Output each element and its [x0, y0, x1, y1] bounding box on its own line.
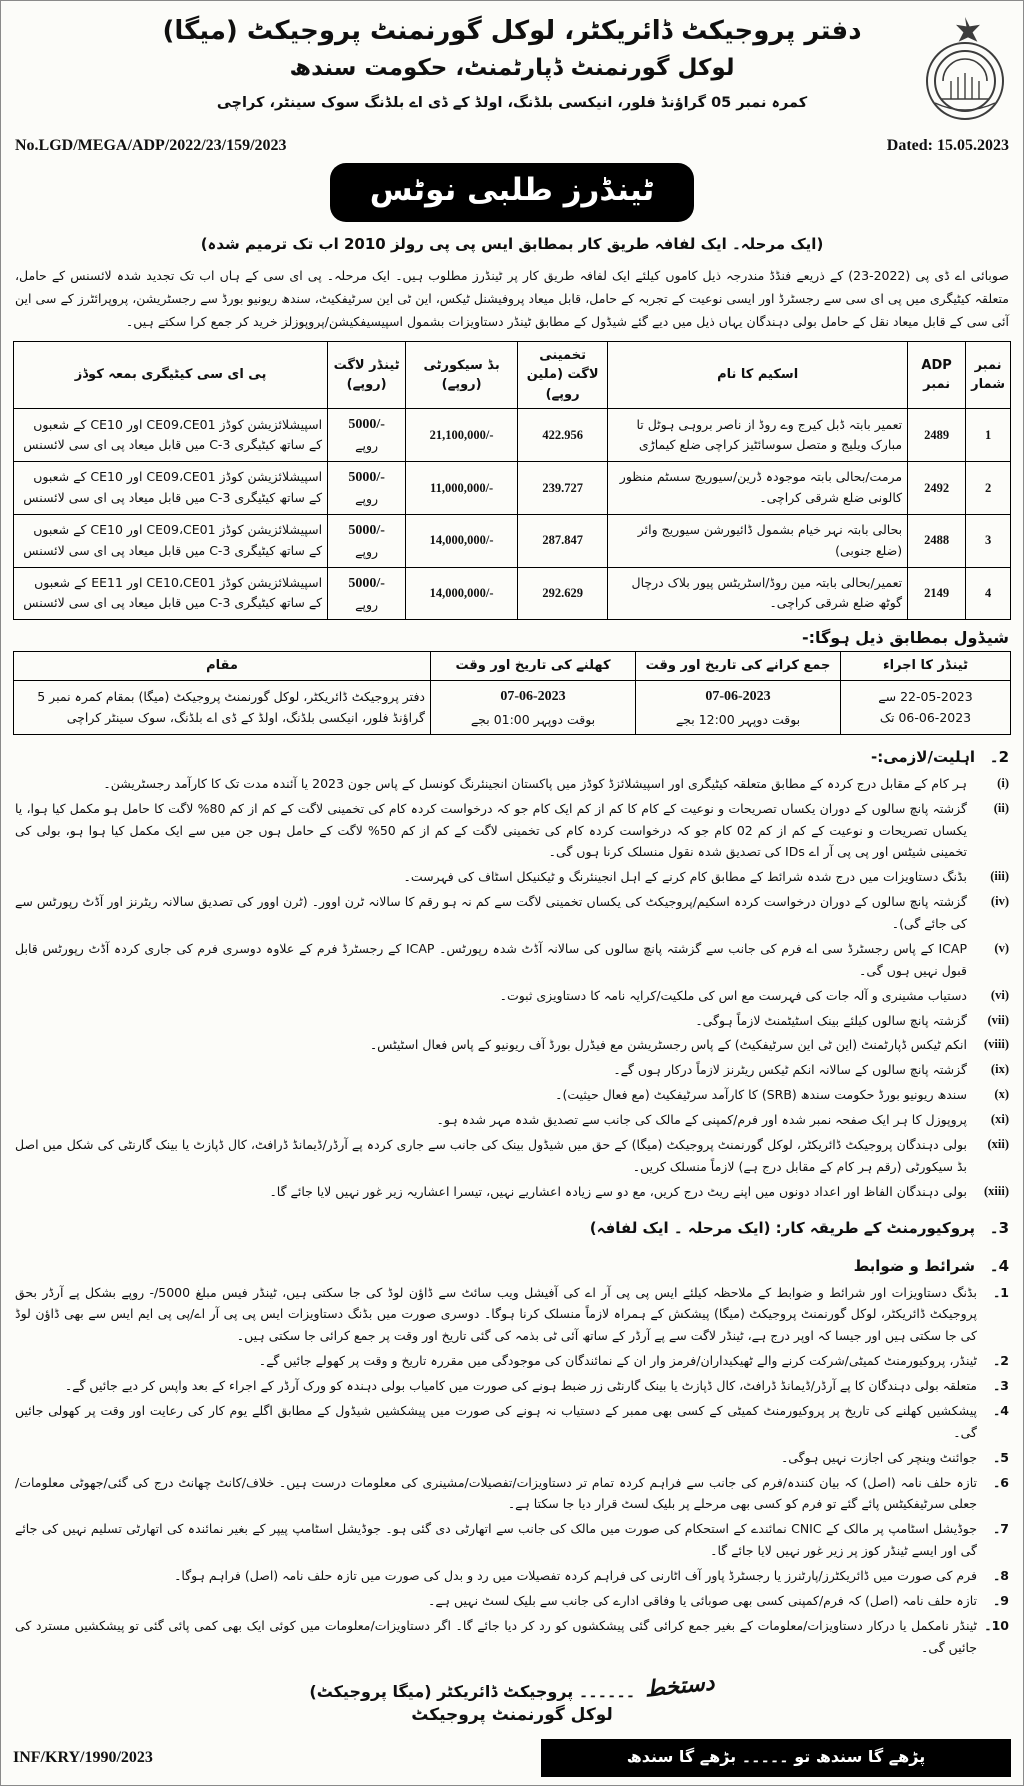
eligibility-item: [15, 891, 1009, 935]
adp-cell: 2492: [908, 462, 966, 515]
section-label: شرائط و ضوابط: [853, 1256, 975, 1275]
tender-row: [14, 514, 1011, 567]
section-label: پروکیورمنٹ کے طریقہ کار: (ایک مرحلہ ۔ ایک لفافہ): [589, 1218, 975, 1237]
bottom-row: [13, 1731, 1011, 1777]
item-marker: 8۔: [992, 1568, 1009, 1584]
slogan-banner: پڑھے گا سندھ تو ۔۔۔۔۔ بڑھے گا سندھ: [541, 1739, 1011, 1777]
signature-block: [13, 1669, 1011, 1725]
col-bid-security: بڈ سیکورٹی (روپے): [406, 341, 518, 409]
tender-row: [14, 462, 1011, 515]
signature-scrawl: دستخط: [643, 1669, 716, 1703]
tender-fee-cell: [328, 514, 406, 567]
eligibility-item: [15, 798, 1009, 864]
eligibility-item: [15, 1109, 1009, 1131]
issue-to: 06-06-2023 تک: [879, 710, 972, 726]
pec-category-cell: اسپیشلائزیشن کوڈز CE09،CE01 اور CE10 کے شعبوں کے ساتھ کیٹیگری C-3 میں قابل میعاد پی ای سی لائسنس: [14, 409, 328, 462]
schedule-heading: شیڈول بمطابق ذیل ہوگا:-: [801, 628, 1009, 648]
notice-header: [13, 11, 1011, 127]
item-marker: 5۔: [992, 1449, 1009, 1465]
tender-row: [14, 567, 1011, 620]
terms-item: [15, 1518, 1009, 1562]
item-marker: 7۔: [992, 1521, 1009, 1537]
item-marker: (vii): [987, 1012, 1009, 1027]
section-number: 3۔: [989, 1218, 1009, 1237]
eligibility-item: [15, 1059, 1009, 1081]
item-marker: 10۔: [984, 1617, 1009, 1633]
tender-fee-amount: 5000/-: [348, 522, 385, 538]
adp-cell: 2149: [908, 567, 966, 620]
pec-category-cell: اسپیشلائزیشن کوڈز CE10،CE01 اور EE11 کے شعبوں کے ساتھ کیٹیگری C-3 میں قابل میعاد پی ای سی لائسنس: [14, 567, 328, 620]
item-text: گزشتہ پانچ سالوں کے دوران درخواست کردہ اسکیم/پروجیکٹ کی یکساں تخمینی لاگت سے کم نہ ہو رقم کا سالانہ ٹرن اوور۔ (ٹرن اوور کی تصدیق سالانہ ریٹرنز اور آڈٹ رپورٹس سے کی جائے گی)۔: [15, 894, 967, 932]
estimated-cost-cell: 292.629: [518, 567, 608, 620]
tender-table-header-row: [14, 341, 1011, 409]
bid-security-cell: 11,000,000/-: [406, 462, 518, 515]
item-text: بولی دہندگان پروجیکٹ ڈائریکٹر، لوکل گورنمنٹ پروجیکٹ (میگا) کے حق میں شیڈول بینک کی جانب سے جاری کردہ پے آرڈر/ڈیمانڈ ڈرافٹ، کال ڈپازٹ یا بینک گارنٹی کی شکل میں اصل بڈ سیکورٹی (رقم ہر کام کے مقابل درج ہے) لازماً منسلک کریں۔: [15, 1136, 967, 1174]
signature-dots: ۔۔۔۔۔۔: [578, 1681, 636, 1701]
item-marker: (vi): [990, 987, 1009, 1002]
estimated-cost-cell: 239.727: [518, 462, 608, 515]
item-marker: (xi): [990, 1112, 1009, 1127]
inf-number: INF/KRY/1990/2023: [13, 1748, 153, 1766]
item-marker: (i): [997, 775, 1009, 790]
scheme-name-cell: تعمیر بابتہ ڈبل کیرج وے روڈ از ناصر بروہی ہوٹل تا مبارک ویلیج و متصل سوسائٹیز کراچی ضلع کیماڑی: [608, 409, 908, 462]
notice-date: Dated: 15.05.2023: [886, 137, 1009, 154]
tender-fee-unit: روپے: [355, 596, 379, 612]
col-pec-category: پی ای سی کیٹیگری بمعہ کوڈز: [14, 341, 328, 409]
terms-heading: [15, 1254, 1009, 1278]
item-text: انکم ٹیکس ڈپارٹمنٹ (این ٹی این سرٹیفکیٹ) کے پاس رجسٹریشن مع فیڈرل بورڈ آف ریونیو کے پاس فعال اسٹیٹس۔: [369, 1037, 967, 1053]
item-text: دستیاب مشینری و آلہ جات کی فہرست مع اس کی ملکیت/کرایہ نامہ کا دستاویزی ثبوت۔: [499, 987, 967, 1003]
item-marker: 9۔: [992, 1592, 1009, 1608]
bid-security-cell: 14,000,000/-: [406, 514, 518, 567]
terms-item: [15, 1472, 1009, 1516]
procurement-heading: [15, 1216, 1009, 1240]
serial-cell: 2: [966, 462, 1011, 515]
submission-time: بوقت دوپہر 12:00 بجے: [675, 711, 801, 727]
tender-row: [14, 409, 1011, 462]
issue-from: 22-05-2023 سے: [878, 689, 973, 705]
col-tender-issue: ٹینڈر کا اجراء: [841, 652, 1011, 681]
item-marker: (ix): [990, 1062, 1009, 1077]
schedule-table: [13, 651, 1011, 735]
terms-item: [15, 1615, 1009, 1659]
item-text: جوڈیشل اسٹامپ پر مالک کے CNIC نمائندے کے استحکام کی صورت میں مالک کی جانب سے اتھارٹی دی گئی ہو۔ جوڈیشل اسٹامپ پیپر کے بغیر نمائندہ کی اتھارٹی تسلیم نہیں کی جائے گی اور ایسے ٹینڈر کوز پر زیر غور نہیں لایا جائے گا۔: [15, 1521, 977, 1559]
tender-fee-amount: 5000/-: [348, 470, 385, 486]
col-adp: ADP نمبر: [908, 341, 966, 409]
item-marker: (x): [994, 1087, 1009, 1102]
item-text: ٹینڈر نامکمل یا درکار دستاویزات/معلومات کے بغیر جمع کرائی گئی پیشکشوں کو رد کر دیا جائے گا۔ اگر دستاویزات/معلومات میں کوئی ایک بھی کمی پائی گئی تو پیشکشیں مسترد کی جائیں گی۔: [15, 1617, 977, 1655]
eligibility-item: [15, 773, 1009, 795]
item-marker: (v): [994, 940, 1009, 955]
item-marker: (xii): [987, 1136, 1009, 1151]
item-text: جوائنٹ وینچر کی اجازت نہیں ہوگی۔: [780, 1449, 977, 1465]
tender-issue-cell: [841, 680, 1011, 734]
bid-security-cell: 14,000,000/-: [406, 567, 518, 620]
item-text: بولی دہندگان الفاظ اور اعداد دونوں میں اپنے ریٹ درج کریں، مع دو سے زیادہ اعشاریے نہیں، تیسرا اعشاریہ زیر غور نہیں لایا جائے گا۔: [269, 1183, 967, 1199]
bid-security-cell: 21,100,000/-: [406, 409, 518, 462]
submission-cell: [636, 680, 841, 734]
eligibility-item: [15, 1134, 1009, 1178]
scheme-name-cell: تعمیر/بحالی بابتہ مین روڈ/اسٹریٹس پیور بلاک درچال گوٹھ ضلع شرقی کراچی۔: [608, 567, 908, 620]
item-marker: (ii): [993, 800, 1009, 815]
adp-cell: 2488: [908, 514, 966, 567]
item-text: ہر کام کے مقابل درج کردہ کے مطابق متعلقہ کیٹیگری اور اسپیشلائزڈ کوڈز میں پاکستان انجینئرنگ کونسل کے پاس جون 2023 یا آئندہ مدت تک کا کارآمد رجسٹریشن۔: [103, 775, 967, 791]
terms-item: [15, 1350, 1009, 1372]
submission-date: 07-06-2023: [705, 688, 771, 704]
eligibility-item: [15, 985, 1009, 1007]
section-number: 4۔: [989, 1256, 1009, 1275]
item-text: تازہ حلف نامہ (اصل) کہ فرم/کمپنی کسی بھی صوبائی یا وفاقی ادارے کی جانب سے بلیک لسٹ نہیں ہے۔: [428, 1592, 977, 1608]
serial-cell: 4: [966, 567, 1011, 620]
tender-fee-unit: روپے: [355, 491, 379, 507]
item-text: پروپوزل کا ہر ایک صفحہ نمبر شدہ اور فرم/کمپنی کے مالک کی جانب سے تصدیق شدہ مہر شدہ ہو۔: [436, 1112, 967, 1128]
office-title: دفتر پروجیکٹ ڈائریکٹر، لوکل گورنمنٹ پروجیکٹ (میگا): [162, 16, 862, 46]
department-title: لوکل گورنمنٹ ڈپارٹمنٹ، حکومت سندھ: [289, 55, 735, 82]
opening-cell: [431, 680, 636, 734]
col-venue: مقام: [14, 652, 431, 681]
item-marker: (iv): [990, 894, 1009, 909]
col-scheme: اسکیم کا نام: [608, 341, 908, 409]
venue-cell: دفتر پروجیکٹ ڈائریکٹر، لوکل گورنمنٹ پروجیکٹ (میگا) بمقام کمرہ نمبر 5 گراؤنڈ فلور، انیکسی بلڈنگ، اولڈ کے ڈی اے بلڈنگ، سوک سینٹر کراچی: [14, 680, 431, 734]
item-text: فرم کی صورت میں ڈائریکٹرز/پارٹنرز یا رجسٹرڈ پاور آف اٹارنی کی فراہم کردہ تفصیلات میں رد و بدل کی صورت میں تازہ حلف نامہ (اصل) فراہم ہوگا۔: [174, 1568, 977, 1584]
item-marker: 4۔: [992, 1402, 1009, 1418]
item-text: پیشکشیں کھلنے کی تاریخ پر پروکیورمنٹ کمیٹی کے کسی بھی ممبر کے دستیاب نہ ہونے کی صورت میں پیشکشیں شیڈول کے مطابق اگلے یوم کار کی رعایت اور وقت پر کھولی جائیں گی۔: [15, 1402, 977, 1440]
title-wrap: [13, 163, 1011, 222]
eligibility-item: [15, 1034, 1009, 1056]
signatory-title: پروجیکٹ ڈائریکٹر (میگا پروجیکٹ): [309, 1681, 574, 1701]
tender-fee-amount: 5000/-: [348, 417, 385, 433]
sindh-government-seal-icon: [919, 11, 1011, 127]
item-text: متعلقہ بولی دہندگان کا پے آرڈر/ڈیمانڈ ڈرافٹ، کال ڈپازٹ یا بینک گارنٹی زر ضبط ہونے کی صورت میں کامیاب بولی دہندہ کو ورک آرڈر کے اجراء کے بعد واپس کر دیے جائیں گے۔: [64, 1378, 977, 1394]
section-number: 2۔: [989, 747, 1009, 766]
item-marker: 3۔: [992, 1378, 1009, 1394]
tender-fee-cell: [328, 567, 406, 620]
header-text-block: [105, 11, 919, 115]
reference-line: [13, 137, 1011, 155]
notice-subtitle: (ایک مرحلہ۔ ایک لفافہ طریق کار بمطابق ایس پی پی رولز 2010 اب تک ترمیم شدہ): [200, 234, 824, 253]
pec-category-cell: اسپیشلائزیشن کوڈز CE09،CE01 اور CE10 کے شعبوں کے ساتھ کیٹیگری C-3 میں قابل میعاد پی ای سی لائسنس: [14, 462, 328, 515]
terms-item: [15, 1375, 1009, 1397]
item-text: بڈنگ دستاویزات میں درج شدہ شرائط کے مطابق کام کرنے کے اہل انجینئرنگ و ٹیکنیکل اسٹاف کی فہرست۔: [403, 869, 967, 885]
eligibility-item: [15, 1181, 1009, 1203]
pec-category-cell: اسپیشلائزیشن کوڈز CE09،CE01 اور CE10 کے شعبوں کے ساتھ کیٹیگری C-3 میں قابل میعاد پی ای سی لائسنس: [14, 514, 328, 567]
tender-fee-cell: [328, 462, 406, 515]
section-label: اہلیت/لازمی:-: [870, 747, 975, 766]
tender-fee-unit: روپے: [355, 438, 379, 454]
col-tender-fee: ٹینڈر لاگت (روپے): [328, 341, 406, 409]
item-marker: (xiii): [983, 1183, 1009, 1198]
item-text: گزشتہ پانچ سالوں کے سالانہ انکم ٹیکس ریٹرنز لازماً درکار ہوں گے۔: [613, 1062, 967, 1078]
terms-item: [15, 1447, 1009, 1469]
serial-cell: 1: [966, 409, 1011, 462]
terms-item: [15, 1282, 1009, 1348]
opening-time: بوقت دوپہر 01:00 بجے: [470, 711, 596, 727]
serial-cell: 3: [966, 514, 1011, 567]
reference-number: No.LGD/MEGA/ADP/2022/23/159/2023: [15, 137, 287, 154]
signature-line: [13, 1669, 1011, 1703]
eligibility-heading: [15, 745, 1009, 769]
intro-paragraph: صوبائی اے ڈی پی (2022-23) کے ذریعے فنڈڈ مندرجہ ذیل کاموں کیلئے ایک لفافہ طریق کار پر ٹینڈرز مطلوب ہیں۔ ایک مرحلہ۔ پی ای سی کے ہاں اب تک تجدید شدہ لائسنس کے حامل، متعلقہ کیٹیگری میں پی ای سی سے رجسٹرڈ اور ایسی نوعیت کے تجربہ کے حامل، قابل میعاد پروفیشنل ٹیکس، این ٹی این سرٹیفکیٹ، سندھ ریونیو بورڈ سے رجسٹریشن، پروپرائٹرز کے سی این آئی سی کے قابل میعاد نقل کے حامل بولی دہندگان یہاں ذیل میں دیے گئے شیڈول کے مطابق ٹینڈر دستاویزات بشمول اسپیسیفکیشن/پروپوزلز خرید کر جمع کرا سکتے ہیں۔: [15, 267, 1009, 329]
estimated-cost-cell: 422.956: [518, 409, 608, 462]
eligibility-item: [15, 938, 1009, 982]
item-marker: (viii): [983, 1037, 1009, 1052]
eligibility-item: [15, 1010, 1009, 1032]
item-text: گزشتہ پانچ سالوں کیلئے بینک اسٹیٹمنٹ لازماً ہوگی۔: [695, 1012, 967, 1028]
col-submission-datetime: جمع کرانے کی تاریخ اور وقت: [636, 652, 841, 681]
item-marker: 2۔: [992, 1353, 1009, 1369]
eligibility-item: [15, 866, 1009, 888]
item-marker: 6۔: [992, 1474, 1009, 1490]
item-text: گزشتہ پانچ سالوں کے دوران یکساں تصریحات و نوعیت کے کام کا کم از کم ایک کام جو کہ درخواست کردہ کام کی تخمینی لاگت کے کم از کم 80% لاگت کا حامل ہو مکمل کیا ہوا، یا یکساں تصریحات و نوعیت کے کم از کم 02 کام جو کہ درخواست کردہ کام کی تخمینی لاگت کے کم از کم 50% لاگت کے حامل ہوں جن میں سے ایک مکمل کیا ہوا ہو، بولی کی تخمینی شیٹس اور پی پی آر اے IDs کی تصدیق شدہ نقول منسلک کرنا ہوں گی۔: [15, 800, 967, 860]
estimated-cost-cell: 287.847: [518, 514, 608, 567]
adp-cell: 2489: [908, 409, 966, 462]
item-text: ICAP کے پاس رجسٹرڈ سی اے فرم کی جانب سے گزشتہ پانچ سالوں کی سالانہ آڈٹ شدہ رپورٹس۔ ICAP کے رجسٹرڈ فرم کے علاوہ دوسری فرم کی جاری کردہ آڈٹ رپورٹس قابل قبول نہیں ہوں گی۔: [15, 940, 968, 978]
signatory-organization: لوکل گورنمنٹ پروجیکٹ: [411, 1704, 613, 1725]
item-marker: (iii): [990, 869, 1009, 884]
eligibility-item: [15, 1084, 1009, 1106]
item-text: سندھ ریونیو بورڈ حکومت سندھ (SRB) کا کارآمد سرٹیفکیٹ (مع فعال حیثیت)۔: [555, 1087, 967, 1103]
tender-fee-unit: روپے: [355, 543, 379, 559]
scheme-name-cell: مرمت/بحالی بابتہ موجودہ ڈرین/سیوریج سسٹم منظور کالونی ضلع شرقی کراچی۔: [608, 462, 908, 515]
col-opening-datetime: کھلنے کی تاریخ اور وقت: [431, 652, 636, 681]
col-estimated-cost: تخمینی لاگت (ملین روپے): [518, 341, 608, 409]
item-text: تازہ حلف نامہ (اصل) کہ بیان کنندہ/فرم کی جانب سے فراہم کردہ تمام تر دستاویزات/تفصیلات/مشینری کی معلومات درست ہیں۔ خلاف/کانٹ چھانٹ درج کی گئی/جھوٹی معلومات/جعلی سرٹیفکیٹس پائے گئے تو فرم کو کسی بھی مرحلے پر بلیک لسٹ قرار دیا جا سکتا ہے۔: [15, 1474, 977, 1512]
tender-fee-amount: 5000/-: [348, 575, 385, 591]
tender-table: [13, 341, 1011, 620]
terms-item: [15, 1590, 1009, 1612]
item-marker: 1۔: [992, 1284, 1009, 1300]
office-address: کمرہ نمبر 05 گراؤنڈ فلور، انیکسی بلڈنگ، اولڈ کے ڈی اے بلڈنگ سوک سینٹر، کراچی: [216, 94, 808, 111]
item-text: بڈنگ دستاویزات اور شرائط و ضوابط کے ملاحظہ کیلئے ایس پی پی آر اے کی آفیشل ویب سائٹ سے ڈاؤن لوڈ کی جا سکتی ہیں، ٹینڈر فیس مبلغ 5000/- روپے بشکل پے آرڈر بحق پروجیکٹ ڈائریکٹر، لوکل گورنمنٹ پروجیکٹ (میگا) پیشکش کے ہمراہ لازماً منسلک کرنا ہوگا۔ دوسری صورت میں بڈنگ دستاویزات ایس پی پی آر اے/پی پی ایم ایس سے بھی ڈاؤن لوڈ کی جا سکتی ہیں اور جیسا کہ اوپر درج ہے، ٹینڈر لاگت سے پے آرڈر کے ساتھ آئی ٹی بذمہ کی گئی تاریخ اور وقت پر جمع کرائی جا سکتی ہیں۔: [15, 1284, 977, 1344]
scheme-name-cell: بحالی بابتہ نہر خیام بشمول ڈائیورشن سیوریج وائر (ضلع جنوبی): [608, 514, 908, 567]
notice-title: ٹینڈرز طلبی نوٹس: [330, 163, 695, 222]
terms-item: [15, 1400, 1009, 1444]
terms-item: [15, 1565, 1009, 1587]
col-serial: نمبر شمار: [966, 341, 1011, 409]
item-text: ٹینڈر، پروکیورمنٹ کمیٹی/شرکت کرنے والے ٹھیکیداران/فرمز وار ان کے نمائندگان کی موجودگی میں مقررہ تاریخ و وقت پر کھولے جائیں گے۔: [258, 1353, 977, 1369]
tender-fee-cell: [328, 409, 406, 462]
schedule-header-row: [14, 652, 1011, 681]
opening-date: 07-06-2023: [500, 688, 566, 704]
schedule-row: [14, 680, 1011, 734]
